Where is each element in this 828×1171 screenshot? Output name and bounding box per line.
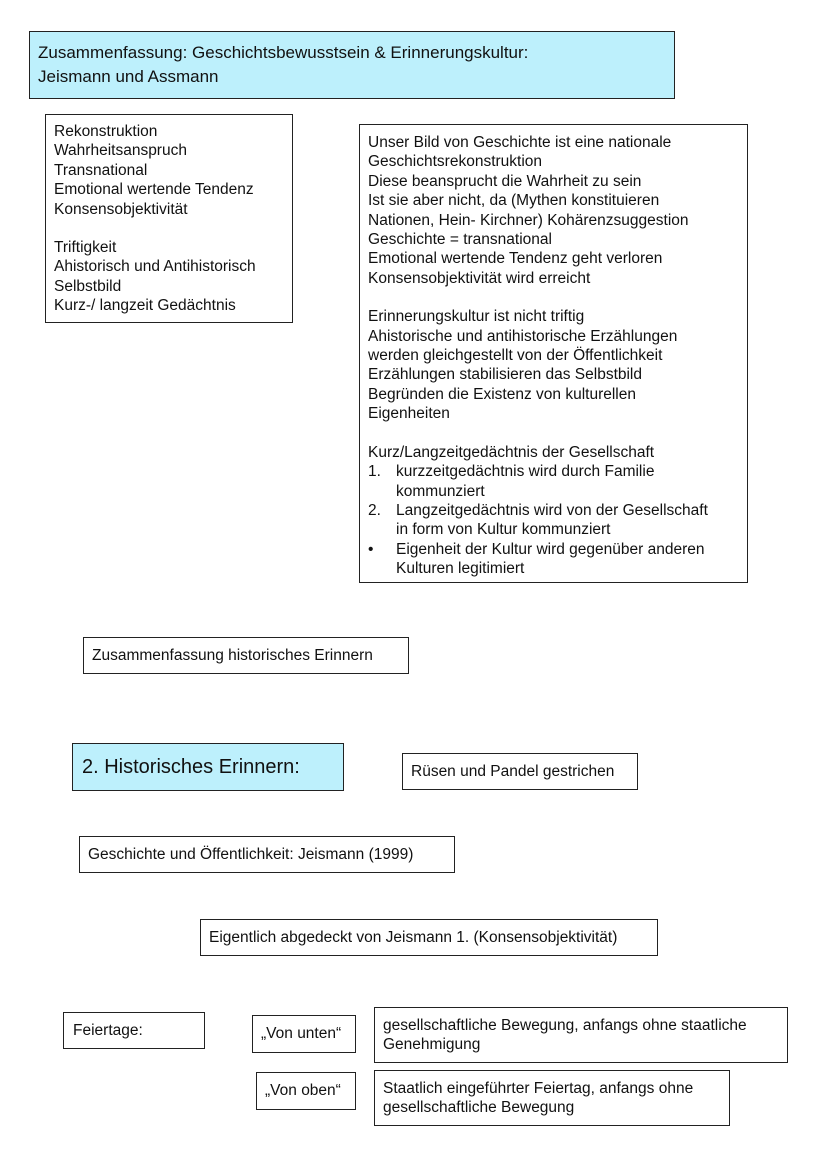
- section-heading: 2. Historisches Erinnern:: [82, 756, 300, 778]
- bullet-icon: •: [368, 540, 374, 558]
- from-above-text: Staatlich eingeführter Feiertag, anfangs ohne: [383, 1080, 694, 1097]
- list-item-text: Eigenheit der Kultur wird gegenüber anderen: [396, 540, 705, 558]
- covered-text: Eigentlich abgedeckt von Jeismann 1. (Konsensobjektivität): [209, 929, 618, 946]
- explanation-line: Erinnerungskultur ist nicht triftig: [368, 308, 585, 326]
- explanation-line: Geschichte = transnational: [368, 231, 552, 249]
- keyword: Triftigkeit: [54, 239, 117, 257]
- explanation-line: Nationen, Hein- Kirchner) Kohärenzsuggestion: [368, 211, 689, 229]
- section-heading-box: [72, 743, 344, 791]
- list-item-text: kurzzeitgedächtnis wird durch Familie: [396, 463, 655, 481]
- holidays-label-box: [63, 1012, 205, 1049]
- title-line-2: Jeismann und Assmann: [38, 67, 219, 86]
- explanation-box: [359, 124, 748, 583]
- summary-box: [83, 637, 409, 674]
- from-below-text-box: [374, 1007, 788, 1063]
- list-item-text: in form von Kultur kommunziert: [396, 521, 611, 539]
- explanation-line: Diese beansprucht die Wahrheit zu sein: [368, 172, 642, 190]
- explanation-line: Unser Bild von Geschichte ist eine nationale: [368, 134, 672, 151]
- from-below-text: gesellschaftliche Bewegung, anfangs ohne staatliche: [383, 1017, 747, 1034]
- from-above-label-box: [256, 1072, 356, 1110]
- list-item: [368, 540, 739, 579]
- keyword: Wahrheitsanspruch: [54, 142, 187, 160]
- struck-note-box: [402, 753, 638, 790]
- explanation-line: Geschichtsrekonstruktion: [368, 153, 543, 171]
- explanation-line: werden gleichgestellt von der Öffentlichkeit: [368, 347, 663, 365]
- keyword: Ahistorisch und Antihistorisch: [54, 258, 256, 276]
- explanation-line: Ahistorische und antihistorische Erzählungen: [368, 327, 678, 345]
- struck-note: Rüsen und Pandel gestrichen: [411, 763, 615, 780]
- public-box: [79, 836, 455, 873]
- summary-text: Zusammenfassung historisches Erinnern: [92, 647, 373, 664]
- from-above-label: „Von oben“: [265, 1082, 341, 1099]
- list-item-text: Langzeitgedächtnis wird von der Gesellschaft: [396, 501, 708, 519]
- keyword: Rekonstruktion: [54, 123, 158, 140]
- from-below-text: Genehmigung: [383, 1036, 481, 1054]
- list-item-text: Kulturen legitimiert: [396, 560, 525, 578]
- list-marker: 2.: [368, 501, 381, 519]
- explanation-line: Eigenheiten: [368, 405, 450, 423]
- keyword: Emotional wertende Tendenz: [54, 181, 254, 199]
- covered-box: [200, 919, 658, 956]
- title-line-1: Zusammenfassung: Geschichtsbewusstsein & Erinnerungskultur:: [38, 43, 529, 62]
- public-text: Geschichte und Öffentlichkeit: Jeismann (1999): [88, 846, 414, 863]
- explanation-line: Ist sie aber nicht, da (Mythen konstituieren: [368, 192, 660, 210]
- holidays-label: Feiertage:: [73, 1022, 143, 1039]
- keyword: Selbstbild: [54, 277, 122, 295]
- keywords-box: [45, 114, 293, 323]
- from-above-text-box: [374, 1070, 730, 1126]
- keyword: Kurz-/ langzeit Gedächtnis: [54, 297, 236, 315]
- title-box: [29, 31, 675, 99]
- from-below-label: „Von unten“: [261, 1025, 342, 1042]
- explanation-line: Erzählungen stabilisieren das Selbstbild: [368, 366, 642, 384]
- memory-heading: Kurz/Langzeitgedächtnis der Gesellschaft: [368, 443, 655, 461]
- list-marker: 1.: [368, 463, 381, 481]
- from-below-label-box: [252, 1015, 356, 1053]
- keyword: Konsensobjektivität: [54, 200, 188, 218]
- keyword: Transnational: [54, 161, 148, 179]
- explanation-line: Begründen die Existenz von kulturellen: [368, 385, 636, 403]
- explanation-line: Emotional wertende Tendenz geht verloren: [368, 250, 663, 268]
- from-above-text: gesellschaftliche Bewegung: [383, 1099, 575, 1117]
- list-item-text: kommunziert: [396, 482, 485, 500]
- list-item: [368, 462, 739, 501]
- list-item: [368, 501, 739, 540]
- explanation-line: Konsensobjektivität wird erreicht: [368, 269, 591, 287]
